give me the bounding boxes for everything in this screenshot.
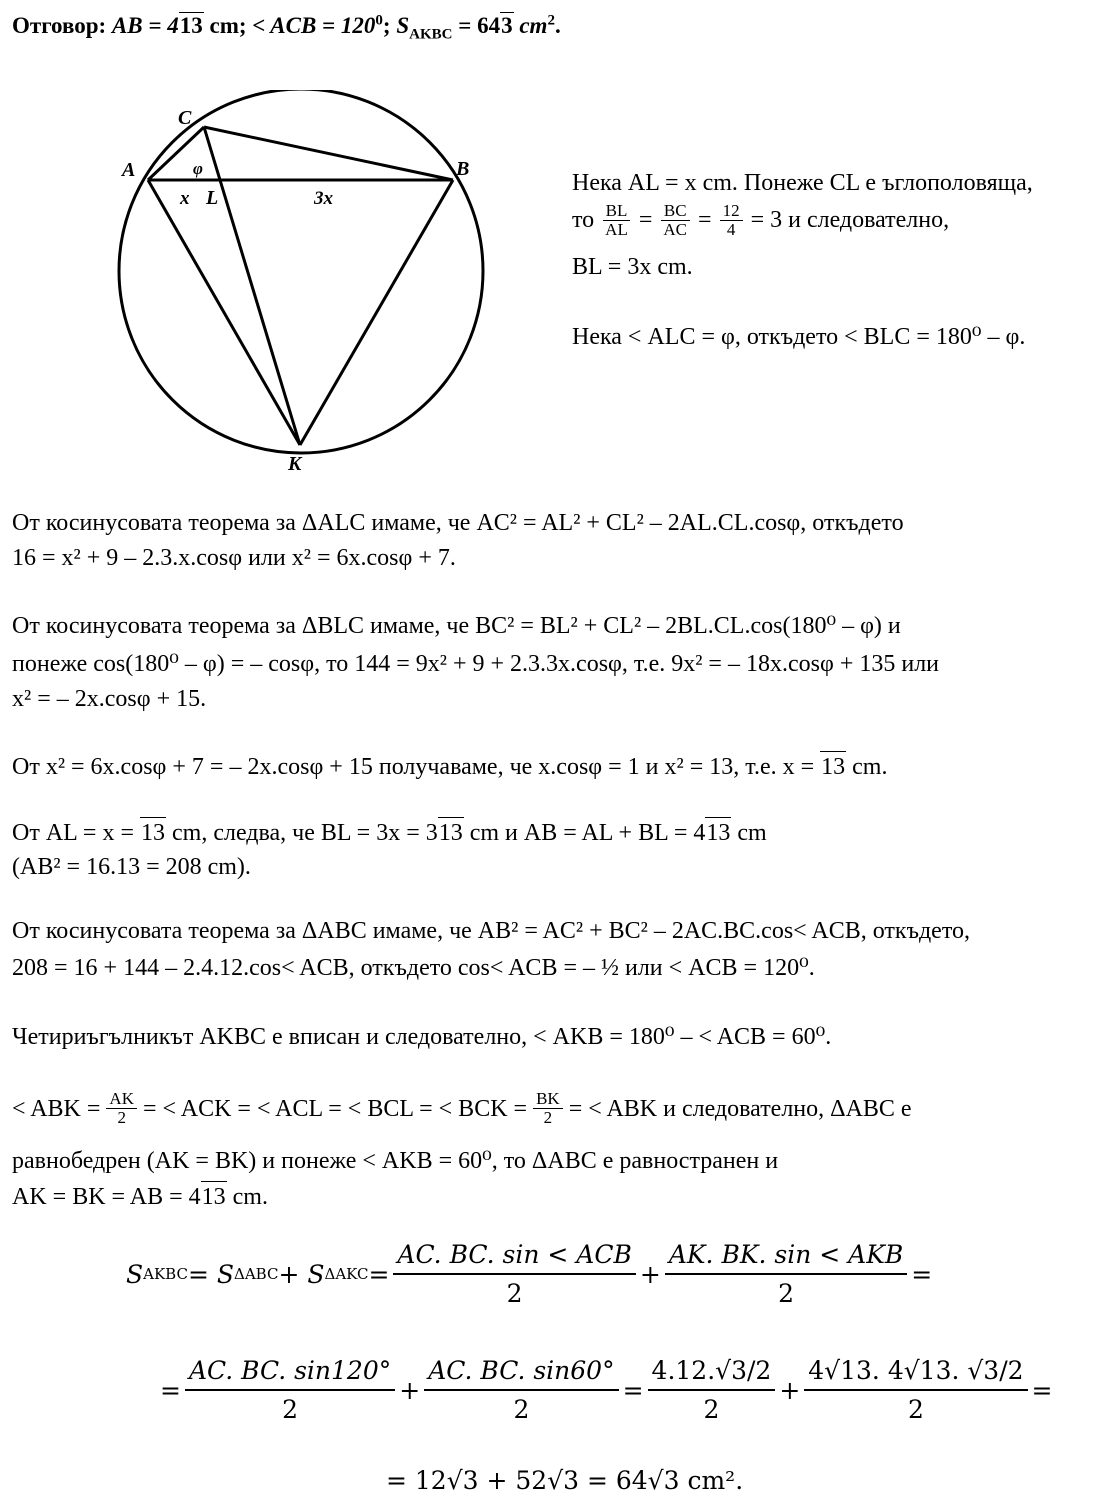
paragraph-4-radical-1: 13 [140, 817, 166, 848]
fraction-bl-al [602, 202, 631, 239]
area-equation-row-2 [160, 1356, 1052, 1424]
fraction-numerator: 4√13. 4√13. √3/2 [804, 1356, 1027, 1391]
fraction-arc-ak [106, 1090, 137, 1127]
fraction-numeric-2 [804, 1356, 1027, 1424]
fraction-numerator: BC [661, 202, 690, 221]
paragraph-7-unit: cm. [226, 1184, 268, 1210]
side-line-1: Нека AL = x cm. Понеже CL е ъглополовяща, [572, 170, 1033, 196]
label-k: K [288, 453, 302, 475]
fraction-12-4 [720, 202, 743, 239]
label-3x: 3x [314, 188, 333, 209]
fraction-denominator: 2 [703, 1395, 720, 1424]
paragraph-7-line-2: равнобедрен (AK = BK) и понеже < AKB = 60⁰, то ΔABC е равностранен и [12, 1148, 779, 1174]
circumcircle [119, 90, 483, 453]
fraction-numeric-1 [648, 1356, 776, 1424]
segment-ak [148, 180, 300, 445]
segment-bc [204, 127, 453, 180]
area-lhs-subscript: AKBC [143, 1265, 188, 1283]
paragraph-5-line-1: От косинусовата теорема за ΔABC имаме, че AB² = AC² + BC² – 2AC.BC.cos< ACB, откъдето, [12, 918, 971, 944]
paragraph-2-line-3: x² = – 2x.cosφ + 15. [12, 686, 207, 712]
paragraph-3-text: От x² = 6x.cosφ + 7 = – 2x.cosφ + 15 получаваме, че x.cosφ = 1 и x² = 13, т.е. x = [12, 754, 821, 780]
fraction-denominator: 2 [506, 1279, 523, 1308]
fraction-numerator: AK. BK. sin < AKB [665, 1240, 907, 1275]
area-term-2-subscript: ΔAKC [324, 1265, 369, 1283]
paragraph-3 [12, 751, 887, 782]
side-line-2 [572, 202, 949, 239]
fraction-numerator: AK [106, 1090, 137, 1109]
paragraph-4-line-1 [12, 817, 767, 848]
answer-ab-radical: 13 [179, 13, 203, 38]
paragraph-7-text-1: < ABK = [12, 1095, 101, 1122]
answer-end: . [554, 13, 561, 38]
fraction-numerator: 12 [720, 202, 743, 221]
side-line-4: Нека < ALC = φ, откъдето < BLC = 180⁰ – φ. [572, 324, 1026, 350]
paragraph-4-text-4: cm [731, 820, 767, 846]
paragraph-7-line-3 [12, 1181, 268, 1212]
fraction-numerator: AC. BC. sin < ACB [393, 1240, 635, 1275]
answer-area-symbol: S [396, 13, 410, 38]
area-term-1-subscript: ΔABC [234, 1265, 279, 1283]
fraction-akb-area [665, 1240, 907, 1308]
segment-ck [204, 127, 300, 445]
paragraph-7-text-3: = < ABK и следователно, ΔABC е [568, 1095, 912, 1122]
side-line-3: BL = 3x cm. [572, 254, 693, 280]
paragraph-3-radical: 13 [820, 751, 846, 782]
paragraph-1-line-2: 16 = x² + 9 – 2.3.x.cosφ или x² = 6x.cosφ + 7. [12, 545, 456, 571]
paragraph-4-text-1: От AL = x = [12, 820, 140, 846]
equals-sign: = [698, 207, 712, 233]
label-b: B [456, 158, 470, 180]
paragraph-7-radical: 13 [201, 1181, 227, 1212]
paragraph-3-unit: cm. [846, 754, 888, 780]
answer-area-unit: cm [513, 13, 548, 38]
area-term-2: + S [278, 1259, 325, 1289]
circle-figure [100, 90, 520, 480]
answer-area-radical: 3 [501, 13, 513, 38]
paragraph-7-text-4: AK = BK = AB = 4 [12, 1184, 201, 1210]
segment-bk [300, 180, 453, 445]
paragraph-6: Четириъгълникът AKBC е вписан и следователно, < AKB = 180⁰ – < ACB = 60⁰. [12, 1024, 832, 1050]
paragraph-4-radical-2: 13 [438, 817, 464, 848]
label-phi: φ [193, 159, 203, 178]
answer-line [12, 12, 561, 44]
plus-sign: + [399, 1375, 421, 1405]
side-line-2-suffix: = 3 и следователно, [750, 207, 950, 233]
answer-label: Отговор: [12, 13, 107, 38]
fraction-sin60 [424, 1356, 618, 1424]
fraction-denominator: 2 [513, 1395, 530, 1424]
fraction-sin120 [185, 1356, 395, 1424]
fraction-denominator: 2 [543, 1108, 553, 1127]
paragraph-1-line-1: От косинусовата теорема за ΔALC имаме, че AC² = AL² + CL² – 2AL.CL.cosφ, откъдето [12, 510, 904, 536]
area-lhs: S [126, 1259, 144, 1289]
answer-area-unit-power: 2 [547, 12, 555, 29]
equals-sign: = [1031, 1375, 1053, 1405]
fraction-arc-bk [533, 1090, 563, 1127]
area-term-1: = S [187, 1259, 234, 1289]
plus-sign: + [639, 1259, 661, 1289]
fraction-numerator: 4.12.√3/2 [648, 1356, 776, 1391]
fraction-denominator: 2 [907, 1395, 924, 1424]
answer-area-subscript: AKBC [409, 26, 453, 43]
fraction-denominator: 2 [282, 1395, 299, 1424]
fraction-abc-area [393, 1240, 635, 1308]
fraction-denominator: AC [663, 220, 688, 239]
side-line-2-prefix: то [572, 207, 595, 233]
paragraph-5-line-2: 208 = 16 + 144 – 2.4.12.cos< ACB, откъдето cos< ACB = – ½ или < ACB = 120⁰. [12, 955, 815, 981]
equals-sign: = [911, 1259, 933, 1289]
equals-sign: = [638, 207, 653, 233]
fraction-numerator: BK [533, 1090, 563, 1109]
answer-area-eq: = 64 [452, 13, 501, 38]
fraction-numerator: AC. BC. sin60° [424, 1356, 618, 1391]
paragraph-4-text-3: cm и AB = AL + BL = 4 [463, 820, 706, 846]
paragraph-7-text-2: = < ACK = < ACL = < BCL = < BCK = [142, 1095, 528, 1122]
equals-sign: = [368, 1259, 390, 1289]
fraction-numerator: BL [603, 202, 631, 221]
label-x: x [180, 188, 190, 209]
fraction-bc-ac [660, 202, 690, 239]
plus-sign: + [779, 1375, 801, 1405]
answer-sep: ; [382, 13, 397, 38]
fraction-denominator: AL [605, 220, 628, 239]
answer-angle: < ACB = 120 [252, 13, 376, 38]
answer-ab-unit: cm; [203, 13, 253, 38]
label-a: A [122, 159, 136, 181]
equals-sign: = [160, 1375, 181, 1405]
area-equation-row-3: = 12√3 + 52√3 = 64√3 cm². [386, 1466, 744, 1495]
paragraph-2-line-1: От косинусовата теорема за ΔBLC имаме, че BC² = BL² + CL² – 2BL.CL.cos(180⁰ – φ) и [12, 613, 901, 639]
paragraph-4-text-2: cm, следва, че BL = 3x = 3 [166, 820, 438, 846]
fraction-numerator: AC. BC. sin120° [185, 1356, 395, 1391]
label-l: L [206, 187, 219, 209]
area-equation-row-1 [126, 1240, 932, 1308]
fraction-denominator: 4 [726, 220, 736, 239]
answer-ab-prefix: AB = 4 [111, 13, 179, 38]
paragraph-2-line-2: понеже cos(180⁰ – φ) = – cosφ, то 144 = 9x² + 9 + 2.3.3x.cosφ, т.е. 9x² = – 18x.cosφ + 135 или [12, 651, 940, 677]
fraction-denominator: 2 [117, 1108, 126, 1127]
equals-sign: = [622, 1375, 644, 1405]
label-c: C [178, 107, 192, 129]
fraction-denominator: 2 [778, 1279, 794, 1308]
paragraph-7-line-1 [12, 1090, 912, 1127]
paragraph-4-line-2: (AB² = 16.13 = 208 cm). [12, 854, 251, 880]
answer-angle-degree: 0 [375, 12, 383, 29]
paragraph-4-radical-3: 13 [705, 817, 731, 848]
